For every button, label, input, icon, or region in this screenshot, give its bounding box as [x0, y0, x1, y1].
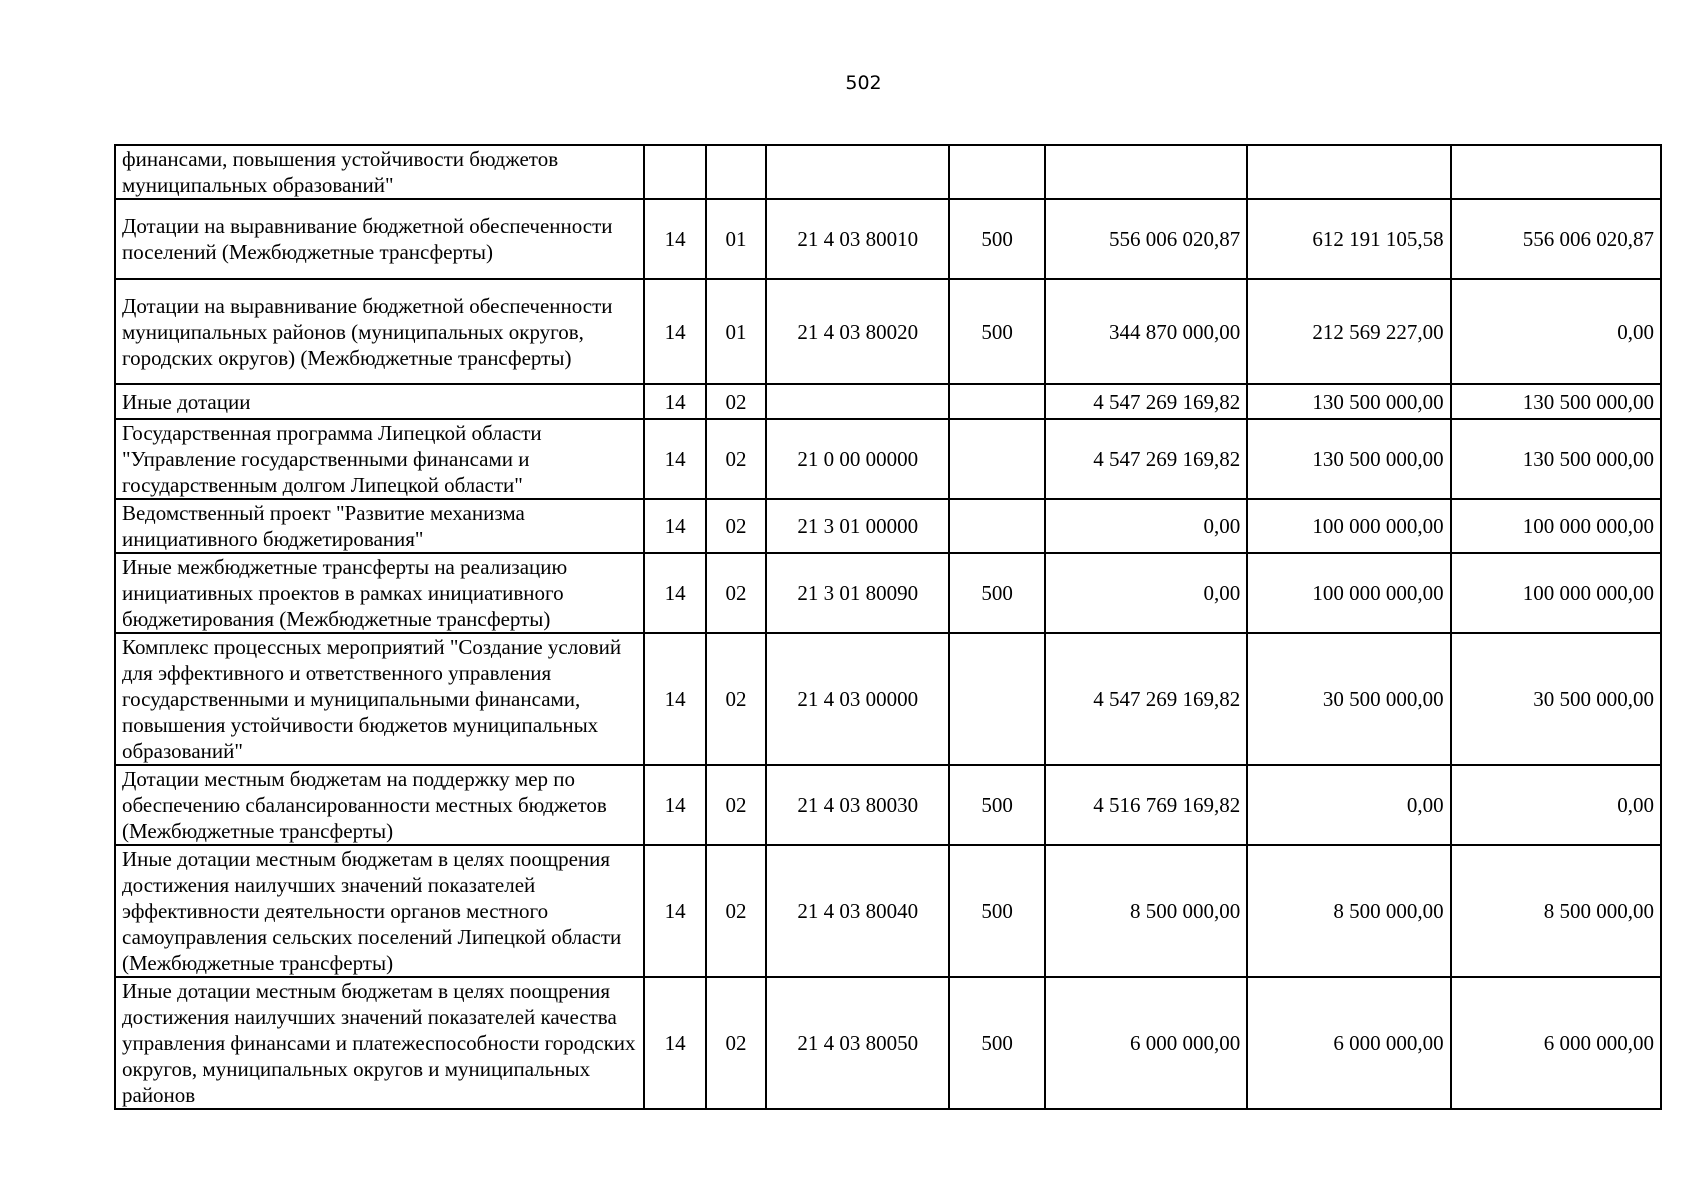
- section-cell: 14: [644, 199, 705, 279]
- target-article-cell: 21 3 01 00000: [766, 499, 949, 553]
- amount-year1-cell: 0,00: [1045, 553, 1247, 633]
- section-cell: 14: [644, 845, 705, 977]
- subsection-cell: 02: [706, 765, 766, 845]
- expense-type-cell: [949, 384, 1045, 419]
- amount-year1-cell: 8 500 000,00: [1045, 845, 1247, 977]
- expense-type-cell: [949, 145, 1045, 199]
- table-row: [115, 279, 1661, 384]
- target-article-cell: [766, 384, 949, 419]
- amount-year3-cell: [1451, 145, 1661, 199]
- row-name-cell: Комплекс процессных мероприятий "Создание условий для эффективного и ответственного управления государственными и муниципальными финансами, повышения устойчивости бюджетов муниципальных образований": [115, 633, 644, 765]
- subsection-cell: 01: [706, 279, 766, 384]
- amount-year3-cell: 0,00: [1451, 279, 1661, 384]
- table-row: [115, 633, 1661, 765]
- amount-year1-cell: [1045, 145, 1247, 199]
- expense-type-cell: 500: [949, 845, 1045, 977]
- amount-year2-cell: 130 500 000,00: [1247, 419, 1450, 499]
- amount-year1-cell: 556 006 020,87: [1045, 199, 1247, 279]
- section-cell: 14: [644, 553, 705, 633]
- section-cell: 14: [644, 279, 705, 384]
- target-article-cell: 21 4 03 80030: [766, 765, 949, 845]
- row-name-cell: Иные дотации местным бюджетам в целях поощрения достижения наилучших значений показателей эффективности деятельности органов местного самоуправления сельских поселений Липецкой области (Межбюджетные трансферты): [115, 845, 644, 977]
- amount-year3-cell: 100 000 000,00: [1451, 499, 1661, 553]
- table-row: [115, 199, 1661, 279]
- subsection-cell: 01: [706, 199, 766, 279]
- budget-table: [114, 144, 1662, 1110]
- row-name-cell: Иные межбюджетные трансферты на реализацию инициативных проектов в рамках инициативного бюджетирования (Межбюджетные трансферты): [115, 553, 644, 633]
- amount-year2-cell: [1247, 145, 1450, 199]
- target-article-cell: 21 4 03 80040: [766, 845, 949, 977]
- row-name-cell: финансами, повышения устойчивости бюджетов муниципальных образований": [115, 145, 644, 199]
- subsection-cell: 02: [706, 977, 766, 1109]
- subsection-cell: 02: [706, 419, 766, 499]
- table-row: [115, 553, 1661, 633]
- subsection-cell: 02: [706, 845, 766, 977]
- expense-type-cell: 500: [949, 977, 1045, 1109]
- table-row: [115, 419, 1661, 499]
- subsection-cell: [706, 145, 766, 199]
- amount-year3-cell: 0,00: [1451, 765, 1661, 845]
- target-article-cell: 21 4 03 80050: [766, 977, 949, 1109]
- target-article-cell: 21 0 00 00000: [766, 419, 949, 499]
- amount-year1-cell: 0,00: [1045, 499, 1247, 553]
- subsection-cell: 02: [706, 384, 766, 419]
- amount-year3-cell: 100 000 000,00: [1451, 553, 1661, 633]
- row-name-cell: Государственная программа Липецкой области "Управление государственными финансами и государственным долгом Липецкой области": [115, 419, 644, 499]
- row-name-cell: Ведомственный проект "Развитие механизма инициативного бюджетирования": [115, 499, 644, 553]
- section-cell: 14: [644, 499, 705, 553]
- target-article-cell: 21 4 03 80020: [766, 279, 949, 384]
- amount-year2-cell: 612 191 105,58: [1247, 199, 1450, 279]
- amount-year3-cell: 6 000 000,00: [1451, 977, 1661, 1109]
- amount-year1-cell: 4 547 269 169,82: [1045, 633, 1247, 765]
- section-cell: 14: [644, 633, 705, 765]
- target-article-cell: 21 3 01 80090: [766, 553, 949, 633]
- section-cell: [644, 145, 705, 199]
- amount-year3-cell: 8 500 000,00: [1451, 845, 1661, 977]
- amount-year2-cell: 8 500 000,00: [1247, 845, 1450, 977]
- amount-year3-cell: 130 500 000,00: [1451, 419, 1661, 499]
- target-article-cell: [766, 145, 949, 199]
- page-number: 502: [845, 72, 882, 94]
- amount-year2-cell: 6 000 000,00: [1247, 977, 1450, 1109]
- amount-year1-cell: 4 547 269 169,82: [1045, 384, 1247, 419]
- row-name-cell: Иные дотации: [115, 384, 644, 419]
- amount-year3-cell: 556 006 020,87: [1451, 199, 1661, 279]
- expense-type-cell: 500: [949, 279, 1045, 384]
- row-name-cell: Дотации на выравнивание бюджетной обеспеченности муниципальных районов (муниципальных округов, городских округов) (Межбюджетные трансферты): [115, 279, 644, 384]
- expense-type-cell: 500: [949, 765, 1045, 845]
- expense-type-cell: [949, 499, 1045, 553]
- amount-year3-cell: 30 500 000,00: [1451, 633, 1661, 765]
- amount-year2-cell: 100 000 000,00: [1247, 499, 1450, 553]
- table-row: [115, 765, 1661, 845]
- section-cell: 14: [644, 765, 705, 845]
- amount-year2-cell: 212 569 227,00: [1247, 279, 1450, 384]
- expense-type-cell: [949, 419, 1045, 499]
- amount-year2-cell: 30 500 000,00: [1247, 633, 1450, 765]
- amount-year1-cell: 4 516 769 169,82: [1045, 765, 1247, 845]
- section-cell: 14: [644, 419, 705, 499]
- section-cell: 14: [644, 977, 705, 1109]
- row-name-cell: Дотации на выравнивание бюджетной обеспеченности поселений (Межбюджетные трансферты): [115, 199, 644, 279]
- table-row: [115, 499, 1661, 553]
- amount-year2-cell: 100 000 000,00: [1247, 553, 1450, 633]
- expense-type-cell: 500: [949, 553, 1045, 633]
- expense-type-cell: [949, 633, 1045, 765]
- amount-year2-cell: 0,00: [1247, 765, 1450, 845]
- row-name-cell: Дотации местным бюджетам на поддержку мер по обеспечению сбалансированности местных бюджетов (Межбюджетные трансферты): [115, 765, 644, 845]
- amount-year1-cell: 6 000 000,00: [1045, 977, 1247, 1109]
- table-row: [115, 384, 1661, 419]
- subsection-cell: 02: [706, 553, 766, 633]
- target-article-cell: 21 4 03 80010: [766, 199, 949, 279]
- amount-year1-cell: 4 547 269 169,82: [1045, 419, 1247, 499]
- table-row: [115, 845, 1661, 977]
- amount-year3-cell: 130 500 000,00: [1451, 384, 1661, 419]
- amount-year1-cell: 344 870 000,00: [1045, 279, 1247, 384]
- target-article-cell: 21 4 03 00000: [766, 633, 949, 765]
- section-cell: 14: [644, 384, 705, 419]
- table-row: [115, 145, 1661, 199]
- expense-type-cell: 500: [949, 199, 1045, 279]
- amount-year2-cell: 130 500 000,00: [1247, 384, 1450, 419]
- subsection-cell: 02: [706, 633, 766, 765]
- table-row: [115, 977, 1661, 1109]
- row-name-cell: Иные дотации местным бюджетам в целях поощрения достижения наилучших значений показателей качества управления финансами и платежеспособности городских округов, муниципальных округов и муниципальных районов: [115, 977, 644, 1109]
- subsection-cell: 02: [706, 499, 766, 553]
